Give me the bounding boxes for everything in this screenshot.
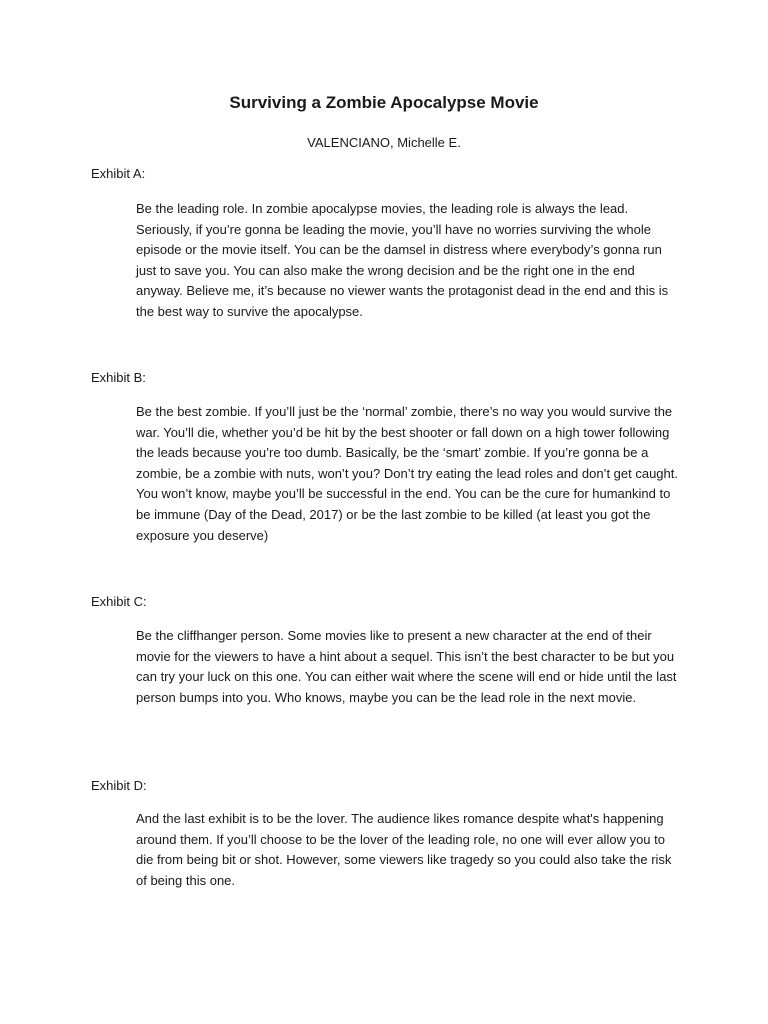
exhibit-d-label: Exhibit D: — [91, 778, 147, 793]
exhibit-b-label: Exhibit B: — [91, 370, 146, 385]
document-title: Surviving a Zombie Apocalypse Movie — [229, 93, 539, 112]
exhibit-a-text: Be the leading role. In zombie apocalypse movies, the leading role is always the lead. Seriously, if you’re gonna be leading the movie, you’ll have no worries surviving the whole episode or the movie itself. You can be the damsel in distress where everybody’s gonna run just to save you. You can also make the wrong decision and be the right one in the end anyway. Believe me, it’s because no viewer wants the protagonist dead in the end and this is the best way to survive the apocalypse. — [136, 201, 669, 319]
exhibit-a-label: Exhibit A: — [91, 166, 146, 181]
exhibit-d-text: And the last exhibit is to be the lover. The audience likes romance despite what's happening around them. If you’ll choose to be the lover of the leading role, no one will ever allow you to die from being bit or shot. However, some viewers like tragedy so you could also take the risk of being this one. — [136, 811, 672, 888]
author-name: VALENCIANO, Michelle E. — [307, 135, 461, 150]
exhibit-c-text: Be the cliffhanger person. Some movies like to present a new character at the end of their movie for the viewers to have a hint about a sequel. This isn’t the best character to be but you can try your luck on this one. You can either wait where the scene will end or hide until the last person bumps into you. Who knows, maybe you can be the lead role in the next movie. — [136, 628, 677, 705]
exhibit-b-text: Be the best zombie. If you’ll just be the ‘normal’ zombie, there’s no way you would survive the war. You’ll die, whether you’d be hit by the best shooter or fall down on a high tower following the leads because you’re too dumb. Basically, be the ‘smart’ zombie. If you’re gonna be a zombie, be a zombie with nuts, won’t you? Don’t try eating the lead roles and don’t get caught. You won’t know, maybe you’ll be successful in the end. You can be the cure for humankind to be immune (Day of the Dead, 2017) or be the last zombie to be killed (at least you got the exposure you deserve) — [136, 404, 678, 543]
exhibit-c-label: Exhibit C: — [91, 594, 147, 609]
